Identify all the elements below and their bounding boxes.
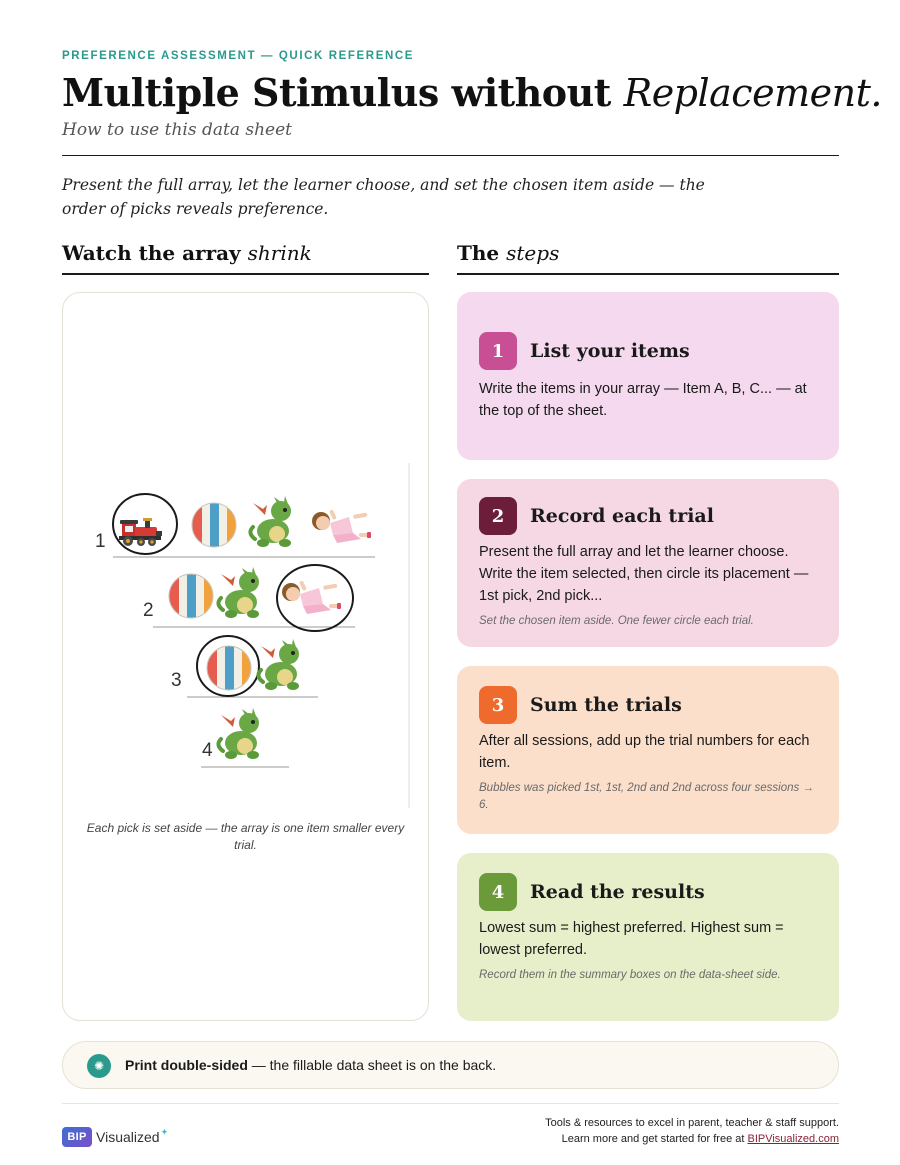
step-body: After all sessions, add up the trial numbers for each item. [479,733,810,771]
page-subtitle: How to use this data sheet [62,120,292,140]
intro-text: Present the full array, let the learner choose, and set the chosen item aside — the order of picks reveals preference. [62,176,705,218]
footer-cta-prefix: Learn more and get started for free at [561,1133,748,1145]
array-illustration [63,293,430,1022]
step-number-badge: 2 [479,497,517,535]
step-number-badge: 4 [479,873,517,911]
step-note: Bubbles was picked 1st, 1st, 2nd and 2nd across four sessions → 6. [479,782,814,811]
banner-rest: — the fillable data sheet is on the back. [247,1057,497,1073]
brand-logo [62,1127,168,1147]
step-title: Record each trial [530,505,714,527]
footer-divider [62,1103,839,1104]
section-divider-right [457,273,839,275]
step-title: Read the results [530,881,705,903]
dragon-icon [250,496,291,547]
row-label-2: 2 [143,600,154,621]
section-divider-left [62,273,429,275]
section-title-array-main: Watch the array [62,241,248,265]
row-label-4: 4 [202,740,213,761]
dragon-icon [258,639,299,690]
ball-icon [205,644,253,692]
step-title: Sum the trials [530,694,682,716]
step-body: Present the full array and let the learner choose. Write the item selected, then circle its placement — 1st pick, 2nd pick... [479,544,809,604]
section-title-array [62,241,312,265]
sparkle-icon: ✺ [87,1054,111,1078]
section-title-steps [457,241,559,265]
step-title: List your items [530,340,690,362]
eyebrow-label: PREFERENCE ASSESSMENT — QUICK REFERENCE [62,50,415,62]
step-note: Set the chosen item aside. One fewer circle each trial. [479,615,754,627]
logo-spark-icon: ✦ [160,1126,169,1137]
footer-cta [562,1133,839,1145]
train-icon [119,518,162,546]
step-note: Record them in the summary boxes on the data-sheet side. [479,969,781,981]
section-title-steps-italic: steps [506,241,560,265]
website-link[interactable]: BIPVisualized.com [747,1133,839,1145]
logo-mark: BIP [62,1127,92,1147]
dragon-icon [218,567,259,618]
page-title [62,70,882,115]
print-banner [62,1041,839,1089]
doll-icon [312,509,371,543]
title-main: Multiple Stimulus without [62,70,624,115]
ball-icon [167,572,215,620]
step-card-1 [457,292,839,460]
step-number-badge: 3 [479,686,517,724]
array-caption: Each pick is set aside — the array is one item smaller every trial. [86,821,405,852]
banner-bold: Print double-sided [125,1057,248,1073]
footer-tagline: Tools & resources to excel in parent, teacher & staff support. [545,1117,839,1129]
section-title-steps-main: The [457,241,507,265]
row-label-1: 1 [95,531,106,552]
logo-text: Visualized [96,1129,160,1145]
row-label-3: 3 [171,670,182,691]
doll-icon [282,580,341,614]
section-title-array-italic: shrink [247,241,312,265]
array-illustration-card [62,292,429,1021]
step-card-4 [457,853,839,1021]
step-card-3 [457,666,839,834]
banner-text [125,1057,496,1073]
step-body: Write the items in your array — Item A, B, C... — at the top of the sheet. [479,381,807,419]
dragon-icon [218,708,259,759]
ball-icon [190,501,238,549]
header-divider [62,155,839,156]
step-body: Lowest sum = highest preferred. Highest sum = lowest preferred. [479,920,784,958]
step-number-badge: 1 [479,332,517,370]
title-italic: Replacement. [623,71,882,115]
step-card-2 [457,479,839,647]
